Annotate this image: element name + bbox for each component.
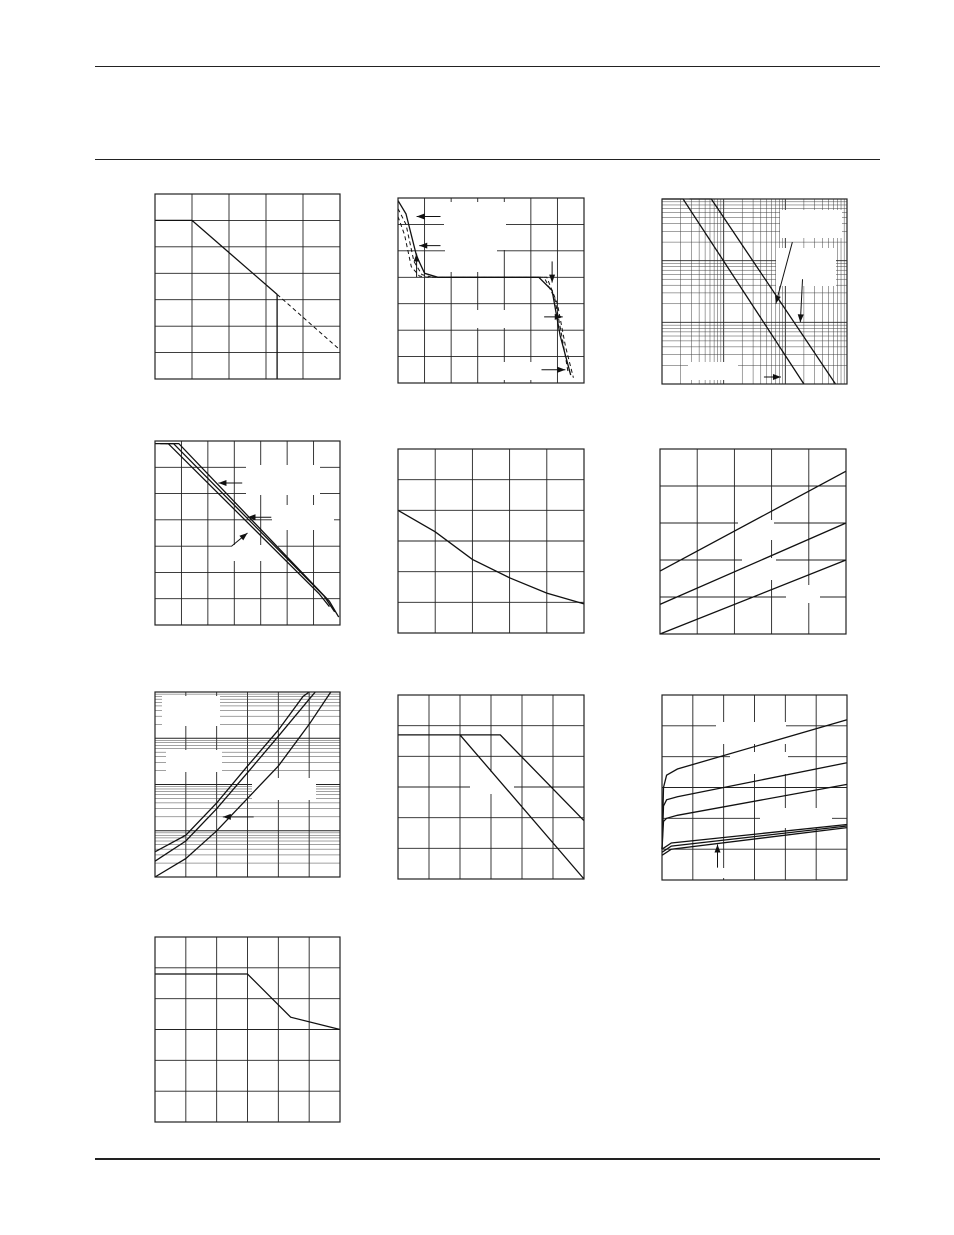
arrowhead-icon: [773, 374, 781, 380]
chart-5: [398, 449, 584, 633]
chart-10: [155, 937, 340, 1122]
label-area: [486, 362, 534, 380]
chart-6: [660, 449, 846, 634]
label-area: [780, 210, 842, 238]
plot-frame: [155, 194, 340, 379]
series-line-1: [398, 510, 584, 604]
label-area: [470, 310, 530, 328]
arrowhead-icon: [775, 295, 781, 304]
label-area: [776, 248, 836, 286]
label-area: [700, 868, 748, 878]
series-line-2: [277, 294, 340, 350]
label-area: [445, 250, 497, 272]
arrowhead-icon: [414, 254, 420, 262]
top-rule: [95, 66, 880, 67]
arrowhead-icon: [798, 314, 804, 322]
arrowhead-icon: [557, 367, 565, 373]
label-area: [252, 778, 316, 800]
label-area: [738, 520, 774, 540]
label-area: [688, 362, 738, 380]
arrowhead-icon: [715, 845, 721, 853]
arrowhead-icon: [218, 480, 226, 486]
chart-9: [662, 695, 847, 880]
label-area: [272, 505, 334, 530]
chart-4: [155, 441, 340, 625]
label-area: [162, 696, 220, 726]
footer-rule: [95, 1158, 880, 1160]
chart-3: [662, 199, 847, 384]
label-area: [760, 808, 832, 828]
chart-7: [155, 692, 340, 877]
arrowhead-icon: [419, 243, 427, 249]
label-area: [246, 465, 320, 495]
label-area: [786, 585, 820, 603]
header-rule: [95, 159, 880, 160]
arrowhead-icon: [223, 814, 231, 820]
label-area: [444, 202, 506, 250]
chart-2: [398, 198, 584, 383]
label-area: [232, 545, 278, 561]
label-area: [166, 750, 222, 772]
series-line-1: [155, 220, 277, 294]
arrowhead-icon: [417, 214, 425, 220]
chart-1: [155, 194, 340, 379]
arrowhead-icon: [549, 275, 555, 283]
label-area: [730, 752, 788, 774]
chart-8: [398, 695, 584, 879]
plot-frame: [660, 449, 846, 634]
